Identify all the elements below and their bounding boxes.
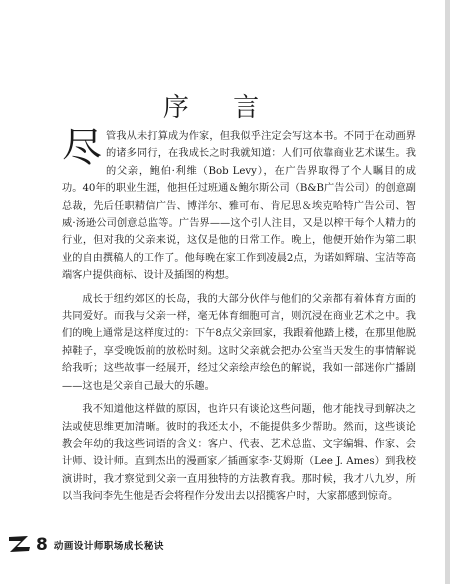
paragraph-1-text: 管我从未打算成为作家，但我似乎注定会写这本书。不同于在动画界的诸多同行，在我成长之时我就知道：人们可依靠商业艺术谋生。我的父亲，鲍伯·利维（Bob Levy），在广告界取得了个人瞩目的成功。40年的职业生涯，他担任过班通＆鲍尔斯公司（B&B广告公司）的创意副总裁，先后任职精信广告、博洋尔、雅可布、肯尼思＆埃克哈特广告公司、智威·汤逊公司创意总监等。广告界——这个引人注目，又是以榨干每个人精力的行业，但对我的父亲来说，这仅是他的日常工作。晚上，他便开始作为第二职业的自由撰稿人的工作了。他每晚在家工作到凌晨2点，为诺如辉瑞、宝洁等高端客户提供商标、设计及插图的构想。 <box>62 131 416 282</box>
page-footer <box>8 534 164 556</box>
page-edge <box>445 0 450 584</box>
paragraph-3: 我不知道他这样做的原因，也许只有谈论这些问题，他才能找寻到解决之法或使思维更加清晰。彼时的我还太小，不能提供多少帮助。然而，这些谈论教会年幼的我这些词语的含义：客户、代表、艺术总监、文字编辑、作家、会计师、设计师。直到杰出的漫画家／插画家李·艾姆斯（Lee J. Ames）到我校演讲时，我才察觉到父亲一直用独特的方法教育我。那时候，我才八九岁，所以当我问李先生他是否会将程作分发出去以招揽客户时，大家都感到惊奇。 <box>62 404 416 503</box>
running-title: 动画设计师职场成长秘诀 <box>53 541 164 552</box>
page-number: 8 <box>36 535 48 555</box>
drop-cap: 尽 <box>62 125 102 171</box>
paragraph-2: 成长于纽约郊区的长岛，我的大部分伙伴与他们的父亲都有着体育方面的共同爱好。而我与父亲一样，毫无体育细胞可言，则沉浸在商业艺术之中。我们的晚上通常是这样度过的：下午8点父亲回家，我跟着他踏上楼，在那里他脱掉鞋子，享受晚饭前的放松时刻。这时父亲就会把办公室当天发生的事情解说给我听；这些故事一经展开，经过父亲绘声绘色的解说，我如一部迷你广播剧——这也是父亲自己最大的乐趣。 <box>62 293 416 392</box>
z-logo-icon <box>8 534 32 556</box>
body-text <box>62 125 416 512</box>
paragraph-1 <box>62 125 416 285</box>
page-title: 序 言 <box>162 93 278 124</box>
